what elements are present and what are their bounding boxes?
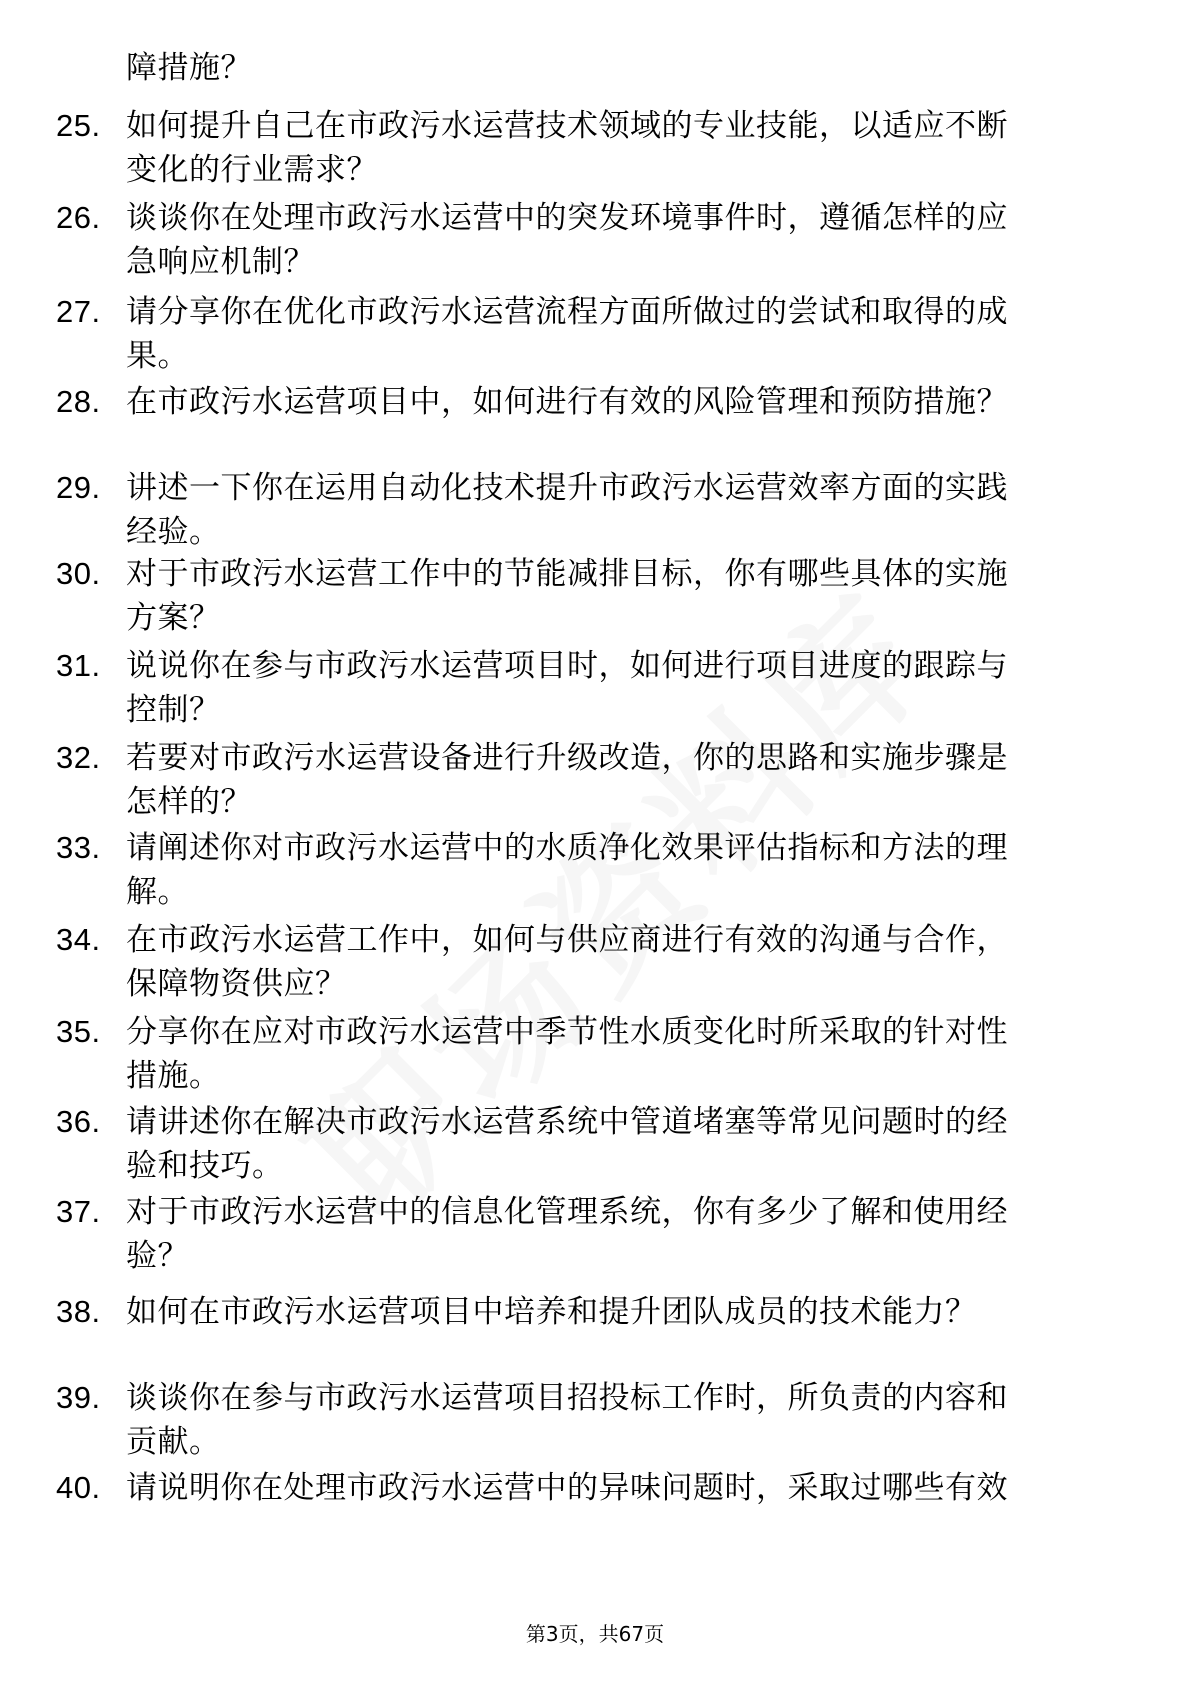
item-number: 31.	[56, 648, 101, 683]
item-number: 37.	[56, 1194, 101, 1229]
item-text-line: 解。	[126, 874, 189, 910]
item-text-line: 对于市政污水运营工作中的节能减排目标，你有哪些具体的实施	[126, 556, 1008, 592]
item-text	[126, 380, 1116, 424]
item-number: 28.	[56, 384, 101, 419]
page-footer: 第3页，共67页	[525, 1622, 665, 1646]
item-text-line: 果。	[126, 338, 189, 374]
item-number: 36.	[56, 1104, 101, 1139]
item-text	[126, 918, 1116, 1006]
item-text	[126, 104, 1116, 192]
item-number: 35.	[56, 1014, 101, 1049]
item-text-line: 如何在市政污水运营项目中培养和提升团队成员的技术能力？	[126, 1294, 977, 1330]
item-number: 33.	[56, 830, 101, 865]
item-text-line: 讲述一下你在运用自动化技术提升市政污水运营效率方面的实践	[126, 470, 1008, 506]
item-text-line: 在市政污水运营工作中，如何与供应商进行有效的沟通与合作，	[126, 922, 1008, 958]
item-text	[126, 1100, 1116, 1188]
item-number: 26.	[56, 200, 101, 235]
item-text-line: 变化的行业需求？	[126, 152, 378, 188]
item-text-line: 谈谈你在处理市政污水运营中的突发环境事件时，遵循怎样的应	[126, 200, 1008, 236]
item-text-line: 在市政污水运营项目中，如何进行有效的风险管理和预防措施？	[126, 384, 1008, 420]
item-text	[126, 644, 1116, 732]
item-number: 25.	[56, 108, 101, 143]
item-text-line: 方案？	[126, 600, 221, 636]
item-number: 27.	[56, 294, 101, 329]
item-number: 38.	[56, 1294, 101, 1329]
item-text-line: 贡献。	[126, 1424, 221, 1460]
item-text	[126, 736, 1116, 824]
item-text-line: 怎样的？	[126, 784, 252, 820]
item-text-line: 经验。	[126, 514, 221, 550]
item-text	[126, 466, 1116, 554]
item-text	[126, 196, 1116, 284]
item-text	[126, 1010, 1116, 1098]
item-text	[126, 1290, 1116, 1334]
item-text-line: 验和技巧。	[126, 1148, 284, 1184]
item-text	[126, 290, 1116, 378]
item-text	[126, 1466, 1116, 1510]
item-text	[126, 1190, 1116, 1278]
item-number: 39.	[56, 1380, 101, 1415]
item-text	[126, 552, 1116, 640]
item-number: 29.	[56, 470, 101, 505]
item-text-line: 对于市政污水运营中的信息化管理系统，你有多少了解和使用经	[126, 1194, 1008, 1230]
item-text-line: 请阐述你对市政污水运营中的水质净化效果评估指标和方法的理	[126, 830, 1008, 866]
item-text	[126, 826, 1116, 914]
item-text-line: 保障物资供应？	[126, 966, 347, 1002]
item-number: 32.	[56, 740, 101, 775]
item-text-line: 措施。	[126, 1058, 221, 1094]
item-text-line: 分享你在应对市政污水运营中季节性水质变化时所采取的针对性	[126, 1014, 1008, 1050]
continuation-text: 障措施？	[126, 50, 252, 86]
item-number: 40.	[56, 1470, 101, 1505]
item-text-line: 验？	[126, 1238, 189, 1274]
item-text-line: 请讲述你在解决市政污水运营系统中管道堵塞等常见问题时的经	[126, 1104, 1008, 1140]
item-text-line: 控制？	[126, 692, 221, 728]
item-text-line: 谈谈你在参与市政污水运营项目招投标工作时，所负责的内容和	[126, 1380, 1008, 1416]
item-text-line: 若要对市政污水运营设备进行升级改造，你的思路和实施步骤是	[126, 740, 1008, 776]
item-text-line: 请说明你在处理市政污水运营中的异味问题时，采取过哪些有效	[126, 1470, 1008, 1506]
item-number: 30.	[56, 556, 101, 591]
item-text-line: 急响应机制？	[126, 244, 315, 280]
item-text-line: 说说你在参与市政污水运营项目时，如何进行项目进度的跟踪与	[126, 648, 1008, 684]
item-text-line: 请分享你在优化市政污水运营流程方面所做过的尝试和取得的成	[126, 294, 1008, 330]
item-number: 34.	[56, 922, 101, 957]
item-text-line: 如何提升自己在市政污水运营技术领域的专业技能，以适应不断	[126, 108, 1008, 144]
item-text	[126, 1376, 1116, 1464]
